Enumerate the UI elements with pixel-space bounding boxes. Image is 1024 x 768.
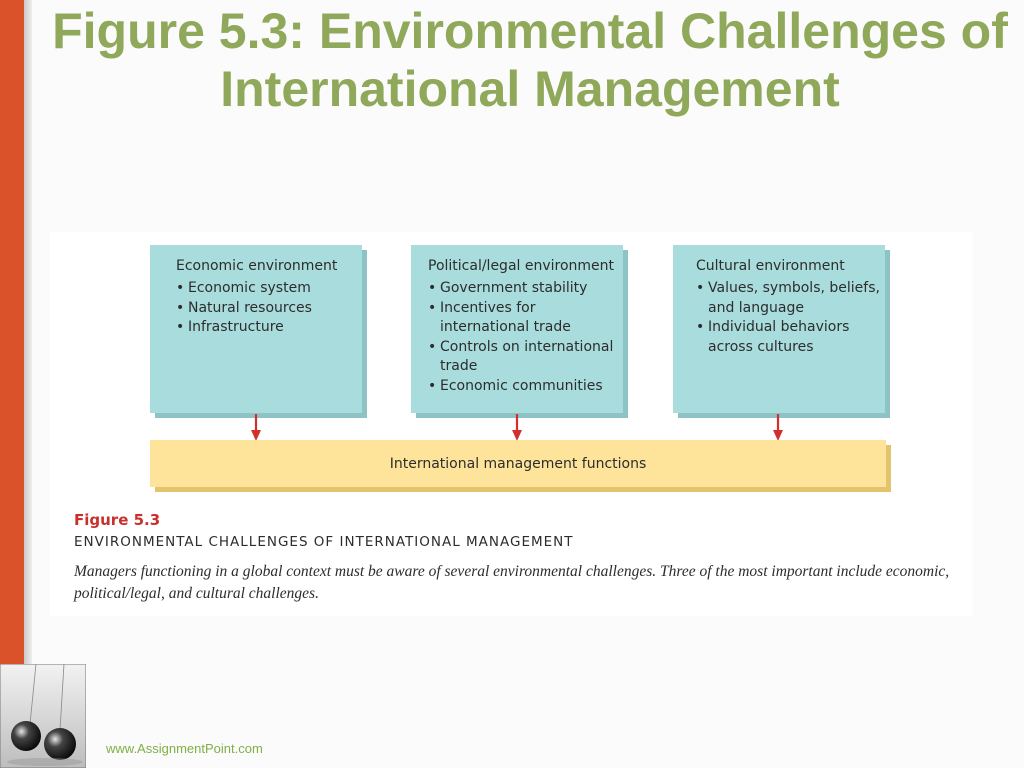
- figure-label: Figure 5.3: [74, 511, 161, 529]
- arrow-down-icon: [772, 414, 784, 442]
- functions-bar-label: International management functions: [389, 455, 647, 472]
- bullet-item: • Infrastructure: [176, 318, 362, 338]
- arrow-down-icon: [250, 414, 262, 442]
- arrow-down-icon: [511, 414, 523, 442]
- newtons-cradle-image: [0, 664, 86, 768]
- footer-url: www.AssignmentPoint.com: [106, 741, 263, 756]
- bullet-item: • Individual behaviors across cultures: [696, 318, 885, 357]
- accent-bar: [0, 0, 24, 768]
- international-management-functions-bar: [150, 440, 886, 487]
- accent-bar-shadow: [24, 0, 32, 768]
- box-title: Political/legal environment: [428, 258, 615, 274]
- economic-environment-box: [150, 245, 362, 413]
- bullet-item: • Controls on international trade: [428, 338, 623, 377]
- bullet-item: • Economic system: [176, 279, 362, 299]
- figure-heading: ENVIRONMENTAL CHALLENGES OF INTERNATIONAL MANAGEMENT: [74, 534, 574, 550]
- bullet-list: [428, 279, 623, 396]
- box-title: Cultural environment: [696, 258, 845, 274]
- cultural-environment-box: [673, 245, 885, 413]
- bullet-item: • Values, symbols, beliefs, and language: [696, 279, 885, 318]
- box-title: Economic environment: [176, 258, 338, 274]
- bullet-item: • Incentives for international trade: [428, 299, 623, 338]
- bullet-item: • Economic communities: [428, 377, 623, 397]
- figure-caption: Managers functioning in a global context must be aware of several environmental challenges. Three of the most important include economic, political/legal, and cultural challenges.: [74, 563, 950, 602]
- bullet-list: [176, 279, 362, 338]
- bullet-item: • Government stability: [428, 279, 623, 299]
- bullet-item: • Natural resources: [176, 299, 362, 319]
- bullet-list: [696, 279, 885, 357]
- slide-title: Figure 5.3: Environmental Challenges of International Management: [52, 3, 1008, 117]
- political-legal-environment-box: [411, 245, 623, 413]
